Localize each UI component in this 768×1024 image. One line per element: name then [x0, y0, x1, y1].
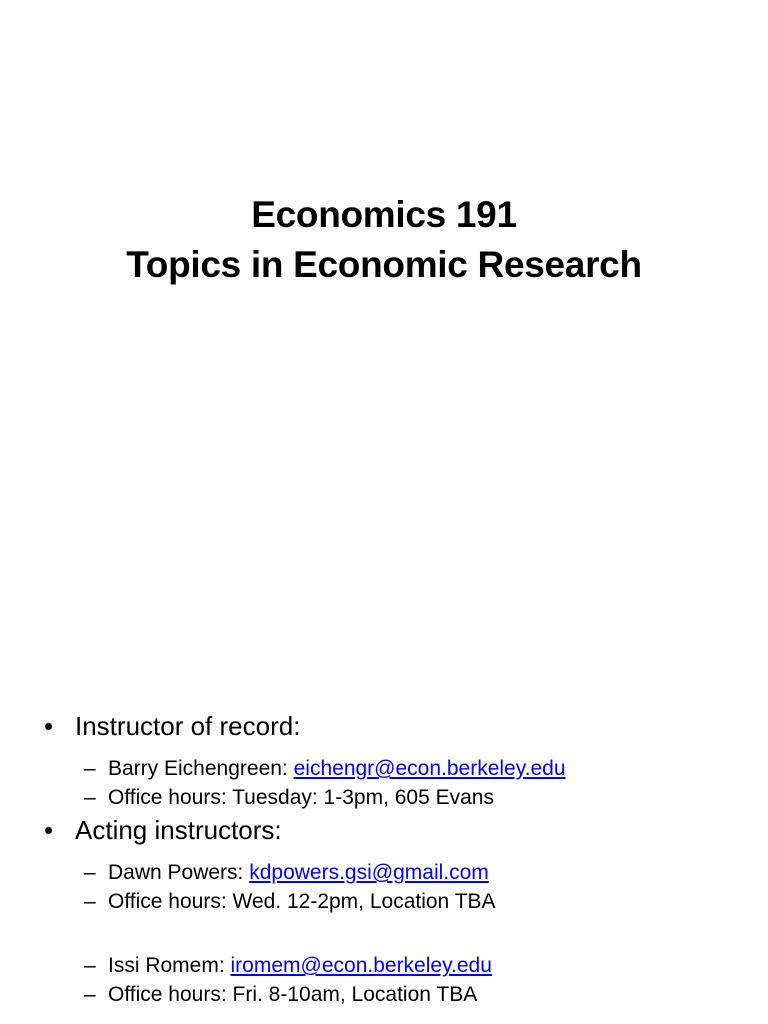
bullet-acting-instructors	[44, 812, 744, 848]
instructor-email-link[interactable]: eichengr@econ.berkeley.edu	[293, 757, 566, 780]
bullet-icon: •	[44, 815, 54, 845]
bullet-icon: •	[44, 711, 54, 741]
bullet-heading: Instructor of record:	[75, 711, 301, 741]
spacer	[44, 744, 744, 754]
dash-icon: –	[84, 861, 96, 884]
sub-item-second-acting-email	[44, 951, 744, 980]
sub-item-first-acting-email	[44, 858, 744, 887]
dash-icon: –	[84, 786, 96, 809]
sub-item-second-acting-office-hours	[44, 980, 744, 1009]
bullet-heading: Acting instructors:	[75, 815, 282, 845]
sub-item-first-acting-office-hours	[44, 887, 744, 916]
dash-icon: –	[84, 890, 96, 913]
second-acting-name: Issi Romem:	[108, 954, 231, 977]
course-number-title: Economics 191	[251, 194, 517, 235]
second-acting-email-link[interactable]: iromem@econ.berkeley.edu	[230, 954, 492, 977]
spacer	[44, 848, 744, 858]
sub-item-instructor-email	[44, 754, 744, 783]
bullet-instructor-of-record	[44, 708, 744, 744]
instructor-name: Barry Eichengreen:	[108, 757, 294, 780]
course-name-title: Topics in Economic Research	[126, 244, 642, 285]
dash-icon: –	[84, 757, 96, 780]
first-acting-name: Dawn Powers:	[108, 861, 250, 884]
first-acting-office-hours: Office hours: Wed. 12-2pm, Location TBA	[108, 890, 496, 913]
dash-icon: –	[84, 954, 96, 977]
second-acting-office-hours: Office hours: Fri. 8-10am, Location TBA	[108, 983, 478, 1006]
dash-icon: –	[84, 983, 96, 1006]
sub-item-instructor-office-hours	[44, 783, 744, 812]
slide-title	[0, 190, 768, 290]
first-acting-email-link[interactable]: kdpowers.gsi@gmail.com	[249, 861, 489, 884]
instructor-office-hours: Office hours: Tuesday: 1-3pm, 605 Evans	[108, 786, 494, 809]
slide-body	[44, 708, 744, 1009]
spacer	[44, 916, 744, 951]
